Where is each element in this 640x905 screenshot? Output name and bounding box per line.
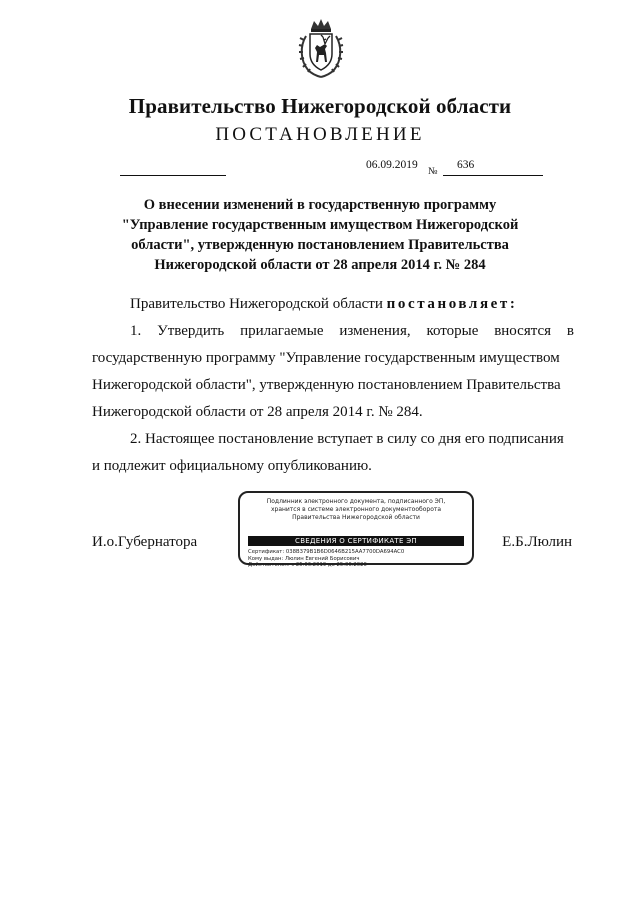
heading-line: области", утвержденную постановлением Правительства bbox=[131, 237, 509, 253]
word: изменения, bbox=[339, 323, 411, 339]
stamp-note-line: хранится в системе электронного документооборота bbox=[270, 506, 442, 513]
number-underline bbox=[443, 175, 543, 176]
issued-to-value: Люлин Евгений Борисович bbox=[284, 555, 360, 562]
certificate-banner: СВЕДЕНИЯ О СЕРТИФИКАТЕ ЭП bbox=[248, 536, 464, 546]
document-heading bbox=[100, 195, 540, 275]
blank-date-line bbox=[120, 175, 226, 176]
heading-line: "Управление государственным имуществом Нижегородской bbox=[121, 217, 519, 233]
certificate-details bbox=[248, 549, 404, 569]
item1-line: Нижегородской области от 28 апреля 2014 г. № 284. bbox=[92, 404, 423, 420]
item2-line: 2. Настоящее постановление вступает в силу со дня его подписания bbox=[130, 431, 564, 447]
word: Утвердить bbox=[157, 323, 225, 339]
validity-value: с 25.06.2019 до 25.06.2020 bbox=[291, 562, 367, 568]
word: вносятся bbox=[494, 323, 552, 339]
stamp-note-line: Правительства Нижегородской области bbox=[292, 514, 420, 521]
certificate-label: Сертификат: bbox=[248, 549, 285, 555]
heading-line: О внесении изменений в государственную программу bbox=[143, 197, 497, 213]
validity-label: Действителен: bbox=[248, 562, 290, 568]
signer-position: И.о.Губернатора bbox=[92, 534, 198, 550]
stamp-note-line: Подлинник электронного документа, подписанного ЭП, bbox=[266, 498, 446, 505]
validity-row bbox=[248, 562, 404, 569]
word: которые bbox=[426, 323, 479, 339]
item1-line: Нижегородской области", утвержденную постановлением Правительства bbox=[92, 377, 561, 393]
word: прилагаемые bbox=[240, 323, 324, 339]
intro-text: Правительство Нижегородской области bbox=[130, 296, 383, 312]
heading-line: Нижегородской области от 28 апреля 2014 г. № 284 bbox=[154, 257, 486, 273]
document-date: 06.09.2019 bbox=[366, 159, 418, 171]
word: 1. bbox=[130, 323, 142, 339]
e-signature-stamp bbox=[238, 491, 474, 568]
item1-line: государственную программу "Управление государственным имуществом bbox=[92, 350, 560, 366]
document-number: 636 bbox=[457, 159, 475, 171]
item1-first-line bbox=[130, 323, 574, 340]
coat-of-arms-icon bbox=[298, 18, 344, 78]
stamp-note bbox=[240, 498, 472, 522]
item2-line: и подлежит официальному опубликованию. bbox=[92, 458, 372, 474]
issued-to-label: Кому выдан: bbox=[248, 555, 284, 562]
government-name: Правительство Нижегородской области bbox=[128, 94, 512, 118]
signer-name: Е.Б.Люлин bbox=[502, 534, 572, 550]
intro-verb: постановляет: bbox=[386, 296, 518, 312]
word: в bbox=[566, 323, 574, 339]
document-type: ПОСТАНОВЛЕНИЕ bbox=[215, 124, 425, 145]
certificate-value: 038B379B1B6D0646B215AA7700DA694AC0 bbox=[285, 549, 405, 555]
number-sign: № bbox=[428, 166, 438, 177]
intro-paragraph bbox=[130, 296, 518, 313]
